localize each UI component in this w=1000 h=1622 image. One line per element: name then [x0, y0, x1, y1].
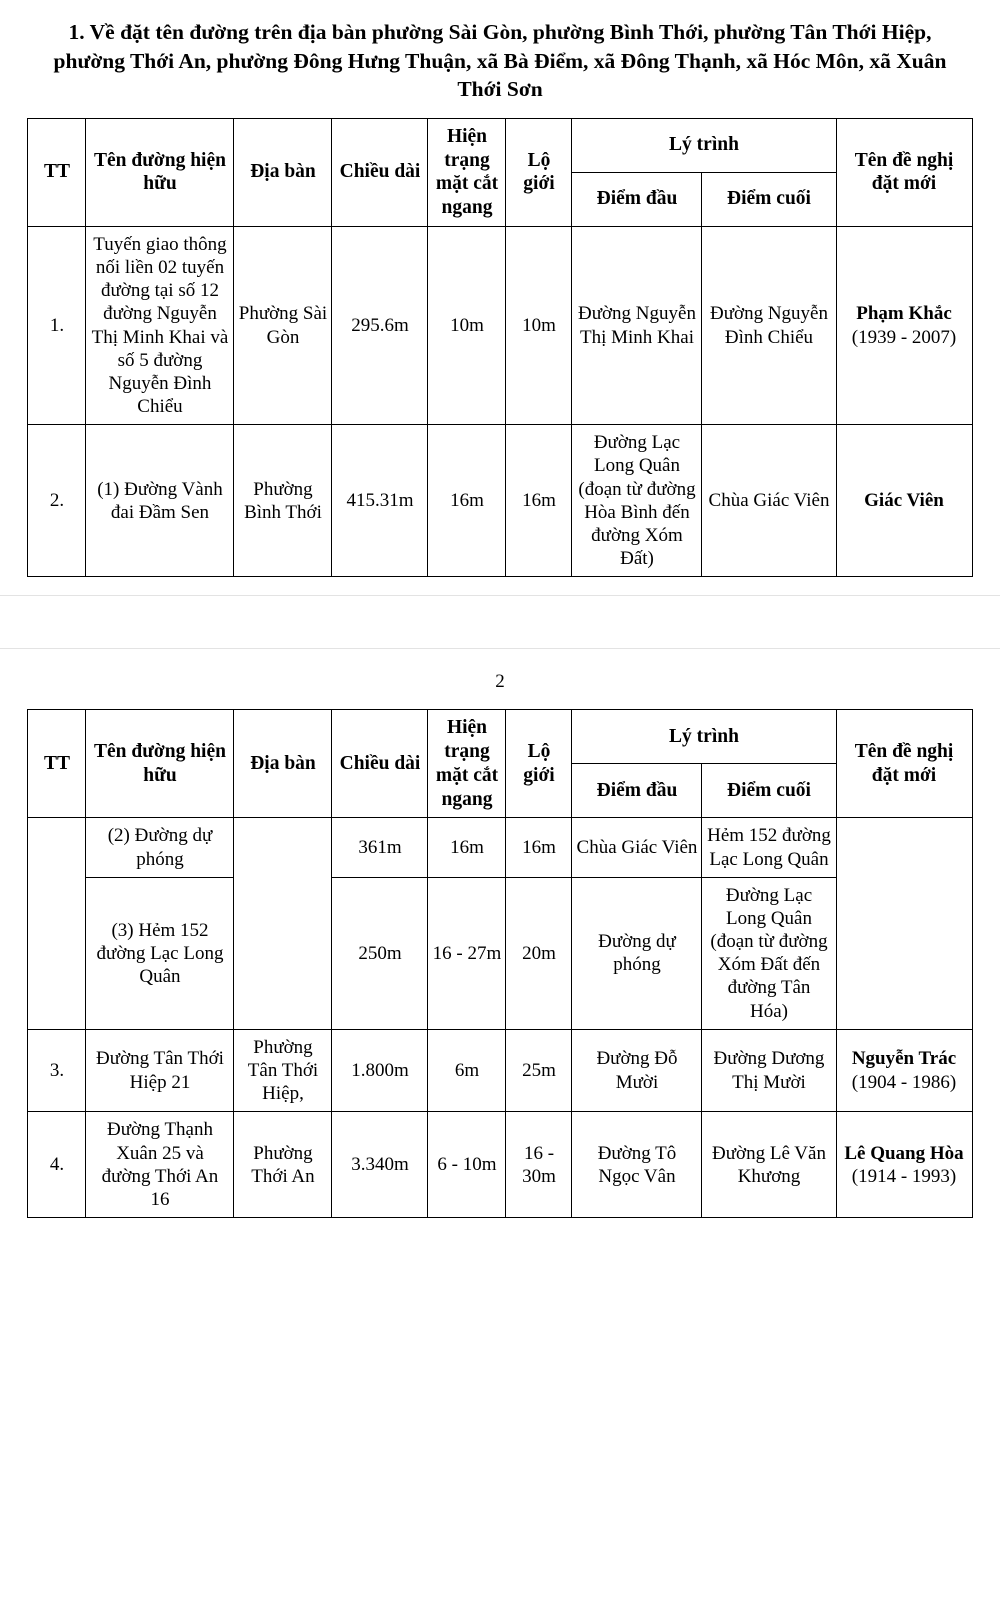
document-page-2 [0, 671, 1000, 1218]
cell-tt [28, 818, 86, 1029]
header-hien-trang: Hiện trạng mặt cắt ngang [428, 710, 506, 818]
cell-hien-trang: 6m [428, 1029, 506, 1112]
cell-hien-trang: 6 - 10m [428, 1112, 506, 1218]
ten-moi-years: (1939 - 2007) [851, 326, 957, 348]
cell-chieu-dai: 3.340m [332, 1112, 428, 1218]
cell-lo-gioi: 10m [506, 226, 572, 424]
cell-diem-dau: Đường Nguyễn Thị Minh Khai [572, 226, 702, 424]
ten-moi-name: Phạm Khắc [856, 303, 952, 325]
table-header-row [28, 710, 972, 764]
cell-ten-moi: Giác Viên [836, 425, 972, 577]
cell-chieu-dai: 1.800m [332, 1029, 428, 1112]
header-ten-moi: Tên đề nghị đặt mới [836, 118, 972, 226]
cell-ten-duong: (2) Đường dự phóng [86, 818, 234, 877]
cell-ten-duong: (3) Hẻm 152 đường Lạc Long Quân [86, 877, 234, 1029]
header-ten-duong: Tên đường hiện hữu [86, 118, 234, 226]
cell-ten-duong: Tuyến giao thông nối liền 02 tuyến đường tại số 12 đường Nguyễn Thị Minh Khai và số 5 đường Nguyễn Đình Chiểu [86, 226, 234, 424]
table-row [28, 1029, 972, 1112]
cell-diem-dau: Chùa Giác Viên [572, 818, 702, 877]
road-naming-table-2 [27, 709, 972, 1218]
cell-dia-ban [234, 818, 332, 1029]
header-chieu-dai: Chiều dài [332, 710, 428, 818]
header-ten-moi: Tên đề nghị đặt mới [836, 710, 972, 818]
cell-diem-cuoi: Chùa Giác Viên [702, 425, 836, 577]
cell-dia-ban: Phường Tân Thới Hiệp, [234, 1029, 332, 1112]
cell-diem-cuoi: Đường Dương Thị Mười [702, 1029, 836, 1112]
header-lo-gioi: Lộ giới [506, 710, 572, 818]
cell-lo-gioi: 16m [506, 818, 572, 877]
cell-diem-cuoi: Hẻm 152 đường Lạc Long Quân [702, 818, 836, 877]
cell-ten-duong: Đường Thạnh Xuân 25 và đường Thới An 16 [86, 1112, 234, 1218]
header-tt: TT [28, 118, 86, 226]
cell-lo-gioi: 16 - 30m [506, 1112, 572, 1218]
cell-tt: 3. [28, 1029, 86, 1112]
header-chieu-dai: Chiều dài [332, 118, 428, 226]
header-dia-ban: Địa bàn [234, 118, 332, 226]
header-ly-trinh: Lý trình [572, 710, 836, 764]
cell-tt: 1. [28, 226, 86, 424]
ten-moi-years: (1914 - 1993) [851, 1165, 957, 1187]
cell-diem-cuoi: Đường Nguyễn Đình Chiểu [702, 226, 836, 424]
page-number: 2 [495, 671, 505, 693]
cell-diem-dau: Đường dự phóng [572, 877, 702, 1029]
cell-ten-duong: Đường Tân Thới Hiệp 21 [86, 1029, 234, 1112]
table-row [28, 1112, 972, 1218]
cell-chieu-dai: 295.6m [332, 226, 428, 424]
header-hien-trang: Hiện trạng mặt cắt ngang [428, 118, 506, 226]
table-row [28, 877, 972, 1029]
page-title: 1. Về đặt tên đường trên địa bàn phường Sài Gòn, phường Bình Thới, phường Tân Thới Hiệp, phường Thới An, phường Đông Hưng Thuận, xã Bà Điểm, xã Đông Thạnh, xã Hóc Môn, xã Xuân Thới Sơn [53, 20, 947, 102]
table-header-row [28, 118, 972, 172]
table-row [28, 226, 972, 424]
cell-hien-trang: 16 - 27m [428, 877, 506, 1029]
header-tt: TT [28, 710, 86, 818]
cell-lo-gioi: 16m [506, 425, 572, 577]
cell-lo-gioi: 25m [506, 1029, 572, 1112]
cell-hien-trang: 16m [428, 425, 506, 577]
cell-diem-cuoi: Đường Lê Văn Khương [702, 1112, 836, 1218]
cell-diem-dau: Đường Đỗ Mười [572, 1029, 702, 1112]
ten-moi-name: Lê Quang Hòa [844, 1142, 964, 1164]
header-diem-cuoi: Điểm cuối [702, 172, 836, 226]
header-dia-ban: Địa bàn [234, 710, 332, 818]
document-page-1 [0, 0, 1000, 577]
cell-tt: 4. [28, 1112, 86, 1218]
cell-diem-dau: Đường Tô Ngọc Vân [572, 1112, 702, 1218]
cell-diem-dau: Đường Lạc Long Quân (đoạn từ đường Hòa Bình đến đường Xóm Đất) [572, 425, 702, 577]
cell-tt: 2. [28, 425, 86, 577]
cell-ten-moi [836, 818, 972, 1029]
cell-hien-trang: 16m [428, 818, 506, 877]
header-diem-dau: Điểm đầu [572, 172, 702, 226]
cell-hien-trang: 10m [428, 226, 506, 424]
cell-dia-ban: Phường Sài Gòn [234, 226, 332, 424]
header-diem-cuoi: Điểm cuối [702, 764, 836, 818]
page-separator [0, 595, 1000, 649]
cell-lo-gioi: 20m [506, 877, 572, 1029]
header-diem-dau: Điểm đầu [572, 764, 702, 818]
cell-chieu-dai: 415.31m [332, 425, 428, 577]
table-row [28, 818, 972, 877]
cell-dia-ban: Phường Bình Thới [234, 425, 332, 577]
ten-moi-name: Nguyễn Trác [851, 1048, 957, 1070]
cell-ten-moi [836, 1029, 972, 1112]
cell-ten-duong: (1) Đường Vành đai Đầm Sen [86, 425, 234, 577]
cell-chieu-dai: 361m [332, 818, 428, 877]
header-lo-gioi: Lộ giới [506, 118, 572, 226]
ten-moi-years: (1904 - 1986) [851, 1071, 957, 1093]
table-row [28, 425, 972, 577]
cell-dia-ban: Phường Thới An [234, 1112, 332, 1218]
cell-diem-cuoi: Đường Lạc Long Quân (đoạn từ đường Xóm Đất đến đường Tân Hóa) [702, 877, 836, 1029]
header-ly-trinh: Lý trình [572, 118, 836, 172]
cell-ten-moi [836, 1112, 972, 1218]
cell-ten-moi [836, 226, 972, 424]
cell-chieu-dai: 250m [332, 877, 428, 1029]
road-naming-table-1 [27, 118, 972, 578]
header-ten-duong: Tên đường hiện hữu [86, 710, 234, 818]
